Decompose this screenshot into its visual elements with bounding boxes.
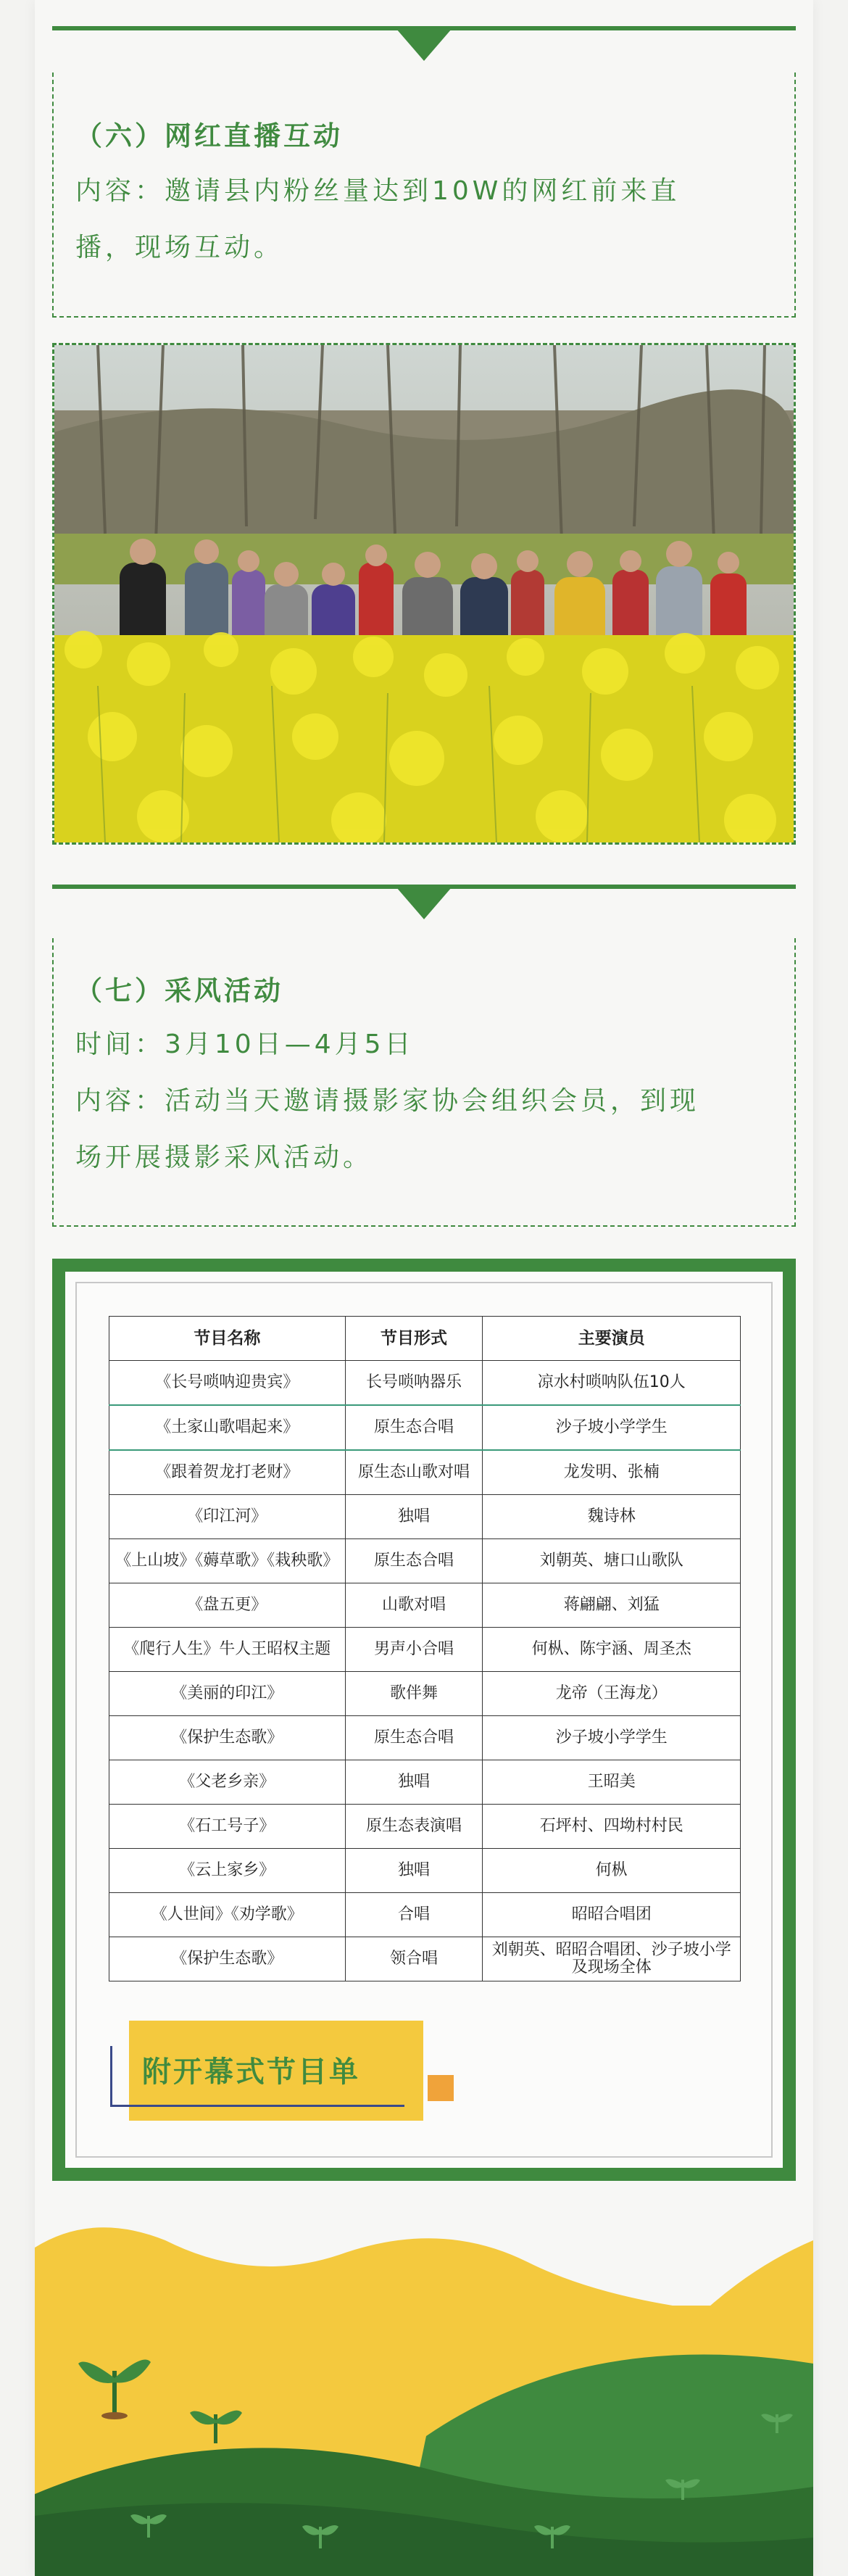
- rapeseed-field-photo: [54, 345, 794, 842]
- table-row: 《石工号子》 原生态表演唱 石坪村、四坳村村民: [109, 1805, 741, 1849]
- table-row: 《长号唢呐迎贵宾》 长号唢呐器乐 凉水村唢呐队伍10人: [109, 1361, 741, 1406]
- column-header: 主要演员: [483, 1317, 741, 1361]
- label-accent-line: [110, 2046, 112, 2107]
- accent-square-icon: [428, 2075, 454, 2101]
- column-header: 节目形式: [345, 1317, 483, 1361]
- section-content: 内容：邀请县内粉丝量达到10W的网红前来直 播，现场互动。: [75, 176, 681, 262]
- table-row: 《保护生态歌》 领合唱 刘朝英、昭昭合唱团、沙子坡小学及现场全体: [109, 1937, 741, 1981]
- table-row: 《上山坡》《薅草歌》《栽秧歌》 原生态合唱 刘朝英、塘口山歌队: [109, 1539, 741, 1583]
- column-header: 节目名称: [109, 1317, 346, 1361]
- table-row: 《印江河》 独唱 魏诗林: [109, 1495, 741, 1539]
- table-row: 《盘五更》 山歌对唱 蒋翩翩、刘猛: [109, 1583, 741, 1628]
- section-heading: （六）网红直播互动: [75, 120, 343, 152]
- table-row: 《父老乡亲》 独唱 王昭美: [109, 1760, 741, 1805]
- group-photo: [52, 343, 796, 845]
- table-row: 《云上家乡》 独唱 何枞: [109, 1849, 741, 1893]
- table-row: 《美丽的印江》 歌伴舞 龙帝（王海龙）: [109, 1672, 741, 1716]
- section-content: 时间：3月10日—4月5日 内容：活动当天邀请摄影家协会组织会员，到现 场开展摄影采风活动。: [75, 1030, 700, 1172]
- section-heading: （七）采风活动: [75, 975, 283, 1006]
- table-row: 《爬行人生》牛人王昭权主题 男声小合唱 何枞、陈宇涵、周圣杰: [109, 1628, 741, 1672]
- divider-arrow-icon: [396, 29, 452, 61]
- program-label: 附开幕式节目单: [142, 2055, 360, 2089]
- table-row: 《土家山歌唱起来》 原生态合唱 沙子坡小学学生: [109, 1405, 741, 1450]
- table-row: 《人世间》《劝学歌》 合唱 昭昭合唱团: [109, 1893, 741, 1937]
- divider-arrow-icon: [396, 887, 452, 919]
- table-row: 《跟着贺龙打老财》 原生态山歌对唱 龙发明、张楠: [109, 1450, 741, 1495]
- table-row: 《保护生态歌》 原生态合唱 沙子坡小学学生: [109, 1716, 741, 1760]
- label-accent-line: [110, 2105, 404, 2107]
- program-table: [109, 1316, 741, 1981]
- footer-landscape-illustration: [35, 2197, 813, 2576]
- table-header-row: [109, 1317, 741, 1361]
